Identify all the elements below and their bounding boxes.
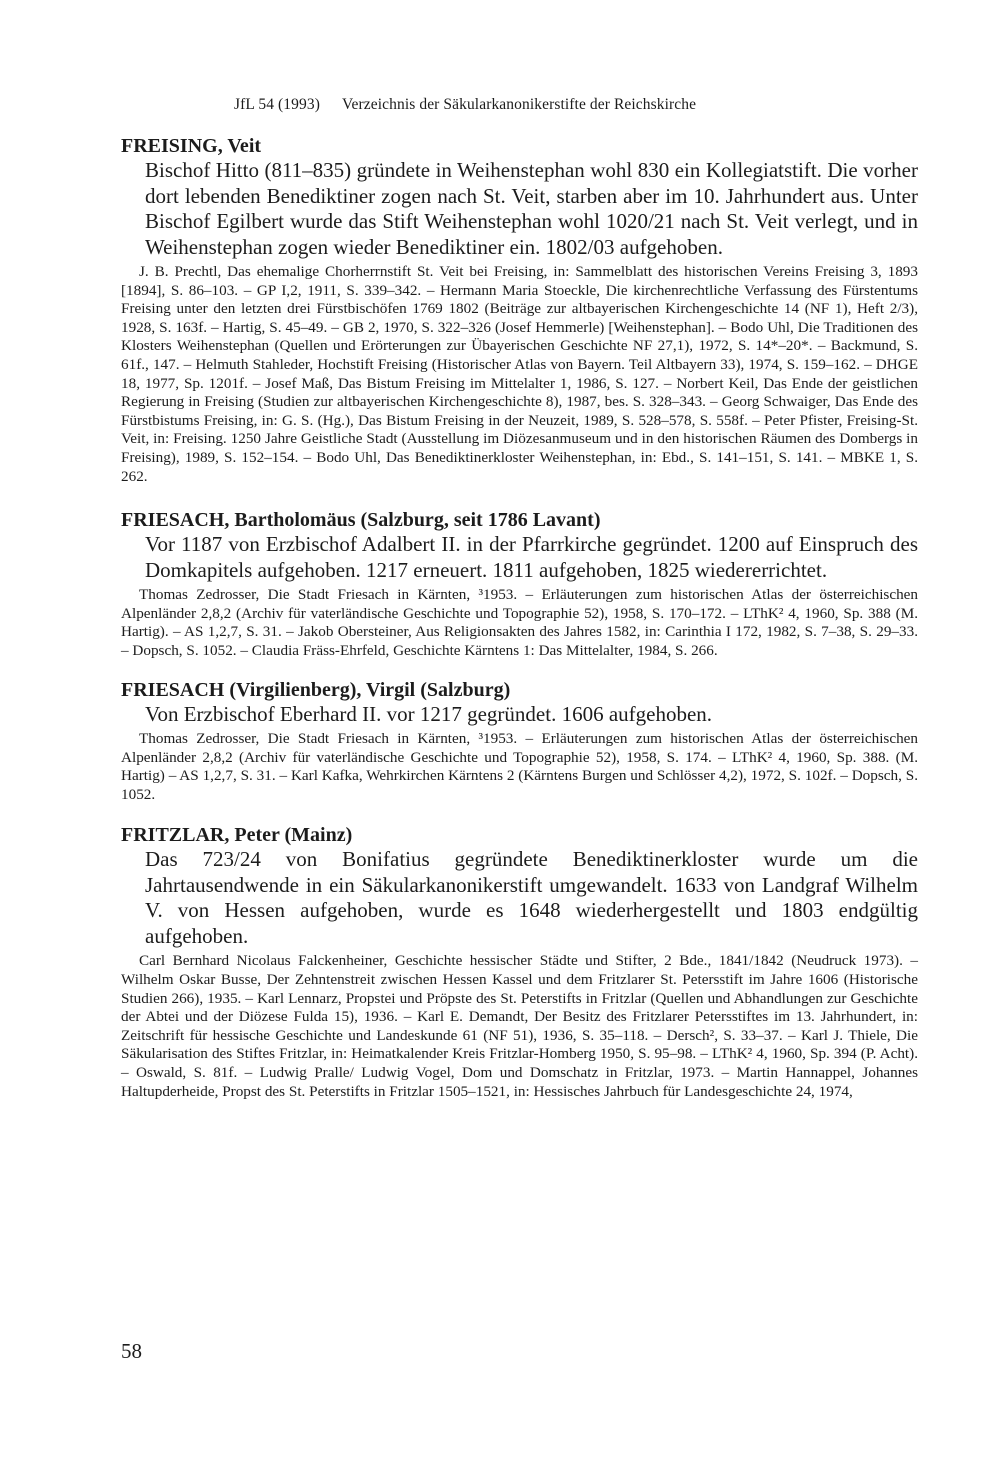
entry-title: FRIESACH (Virgilienberg), Virgil (Salzburg): [121, 678, 511, 701]
entry-literature: Thomas Zedrosser, Die Stadt Friesach in Kärnten, ³1953. – Erläuterungen zum historischen Atlas der österreichischen Alpenländer 2,8,2 (Archiv für vaterländische Geschichte und Topographie 52), 1958, S. 174. – LThK² 4, 1960, Sp. 388. (M. Hartig) – AS 1,2,7, S. 31. – Karl Kafka, Wehrkirchen Kärntens 2 (Kärntens Burgen und Schlösser 4,2), 1972, S. 102f. – Dopsch, S. 1052.: [121, 730, 918, 803]
entry-title: FRITZLAR, Peter (Mainz): [121, 824, 353, 847]
entry-body: Von Erzbischof Eberhard II. vor 1217 gegründet. 1606 aufgehoben.: [145, 701, 713, 726]
header-title: Verzeichnis der Säkularkanonikerstifte der Reichskirche: [341, 96, 697, 113]
running-header: [234, 96, 696, 114]
entry-literature: Carl Bernhard Nicolaus Falckenheiner, Geschichte hessischer Städte und Stifter, 2 Bde., 1841/1842 (Neudruck 1973). – Wilhelm Oskar Busse, Der Zehntenstreit zwischen Hessen Kassel und dem Fritzlarer St. Petersstift im Jahre 1606 (Historische Studien 266), 1935. – Karl Lennarz, Propstei und Pröpste des St. Peterstifts in Fritzlar (Quellen und Abhandlungen zur Geschichte der Abtei und der Diözese Fulda 15), 1936. – Karl E. Demandt, Der Besitz des Fritzlarer Petersstiftes im 13. Jahrhundert, in: Zeitschrift für hessische Geschichte und Landeskunde 61 (NF 51), 1936, S. 35–118. – Dersch², S. 33–37. – Karl J. Thiele, Die Säkularisation des Stiftes Fritzlar, in: Heimatkalender Kreis Fritzlar-Homberg 1950, S. 95–98. – LThK² 4, 1960, Sp. 394 (P. Acht). – Oswald, S. 81f. – Ludwig Pralle/ Ludwig Vogel, Dom und Domschatz in Fritzlar, 1973. – Martin Hannappel, Johannes Haltupderheide, Propst des St. Peterstifts in Fritzlar 1505–1521, in: Hessisches Jahrbuch für Landesgeschichte 24, 1974,: [121, 952, 918, 1100]
journal-ref: JfL 54 (1993): [234, 96, 320, 113]
entry-freising-veit: [121, 134, 918, 486]
entry-literature: J. B. Prechtl, Das ehemalige Chorherrnstift St. Veit bei Freising, in: Sammelblatt des historischen Vereins Freising 3, 1893 [1894], S. 86–103. – GP I,2, 1911, S. 339–342. – Hermann Maria Stoeckle, Die kirchenrechtliche Verfassung des Fürstentums Freising unter den letzten drei Fürstbischöfen 1769 1802 (Beiträge zur altbayerischen Kirchengeschichte 14 (NF 1), Heft 2/3), 1928, S. 163f. – Hartig, S. 45–49. – GB 2, 1970, S. 322–326 (Josef Hemmerle) [Weihenstephan]. – Bodo Uhl, Die Traditionen des Klosters Weihenstephan (Quellen und Erörterungen zur Übayerischen Geschichte NF 27,1), 1972, S. 14*–20*. – Backmund, S. 61f., 147. – Helmuth Stahleder, Hochstift Freising (Historischer Atlas von Bayern. Teil Altbayern 33), 1974, S. 159–162. – DHGE 18, 1977, Sp. 1201f. – Josef Maß, Das Bistum Freising im Mittelalter 1, 1986, S. 127. – Norbert Keil, Das Ende der geistlichen Regierung in Freising (Studien zur altbayerischen Kirchengeschichte 8), 1987, bes. S. 328–343. – Georg Schwaiger, Das Ende des Fürstbistums Freising, in: G. S. (Hg.), Das Bistum Freising in der Neuzeit, 1989, S. 528–578, S. 558f. – Peter Pfister, Freising-St. Veit, in: Freising. 1250 Jahre Geistliche Stadt (Ausstellung im Diözesanmuseum und in den historischen Räumen des Dombergs in Freising), 1989, S. 152–154. – Bodo Uhl, Das Benediktinerkloster Weihenstephan, in: Ebd., S. 141–151, S. 141. – MBKE 1, S. 262.: [121, 263, 918, 485]
entry-title: FREISING, Veit: [121, 135, 262, 157]
entry-friesach-bartholomaeus: [121, 508, 918, 660]
page-content: [121, 134, 918, 1101]
entry-fritzlar-peter: [121, 823, 918, 1101]
entry-body: Das 723/24 von Bonifatius gegründete Benediktinerkloster wurde um die Jahrtausendwende in ein Säkularkanonikerstift umgewandelt. 1633 von Landgraf Wilhelm V. von Hessen aufgehoben, wurde es 1648 wiederhergestellt und 1803 endgültig aufgehoben.: [145, 847, 918, 948]
entry-title: FRIESACH, Bartholomäus (Salzburg, seit 1786 Lavant): [121, 509, 601, 532]
entry-literature: Thomas Zedrosser, Die Stadt Friesach in Kärnten, ³1953. – Erläuterungen zum historischen Atlas der österreichischen Alpenländer 2,8,2 (Archiv für vaterländische Geschichte und Topographie 52), 1958, S. 170–172. – LThK² 4, 1960, Sp. 388 (M. Hartig). – AS 1,2,7, S. 31. – Jakob Obersteiner, Aus Religionsakten des Jahres 1582, in: Carinthia I 172, 1982, S. 7–38, S. 29–33. – Dopsch, S. 1052. – Claudia Fräss-Ehrfeld, Geschichte Kärntens 1: Das Mittelalter, 1984, S. 266.: [121, 586, 918, 659]
entry-friesach-virgil: [121, 678, 918, 805]
page-number: 58: [121, 1339, 142, 1363]
entry-body: Bischof Hitto (811–835) gründete in Weihenstephan wohl 830 ein Kollegiatstift. Die vorher dort lebenden Benediktiner zogen nach St. Veit, starben aber im 10. Jahrhundert aus. Unter Bischof Egilbert wurde das Stift Weihenstephan wohl 1020/21 nach St. Veit verlegt, und in Weihenstephan zogen wieder Benediktiner ein. 1802/03 aufgehoben.: [145, 158, 918, 259]
entry-body: Vor 1187 von Erzbischof Adalbert II. in der Pfarrkirche gegründet. 1200 auf Einspruch des Domkapitels aufgehoben. 1217 erneuert. 1811 aufgehoben, 1825 wiedererrichtet.: [145, 532, 918, 582]
